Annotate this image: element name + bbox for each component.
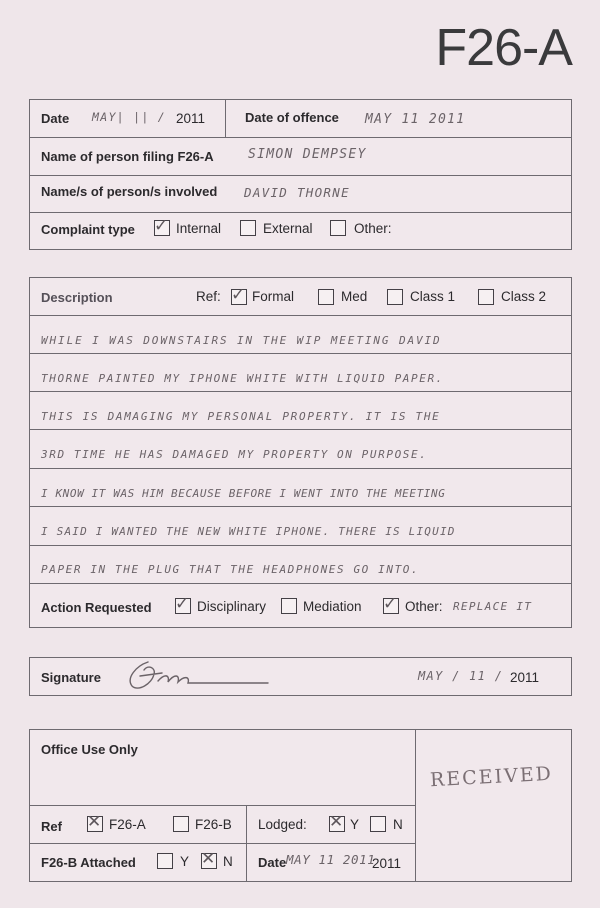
office-use-label: Office Use Only (41, 742, 138, 757)
date-of-offence-label: Date of offence (245, 110, 339, 125)
complaint-internal-checkbox[interactable] (154, 216, 170, 236)
description-line[interactable]: I KNOW IT WAS HIM BECAUSE BEFORE I WENT INTO THE MEETING (41, 487, 446, 500)
action-requested-label: Action Requested (41, 600, 152, 615)
lodged-yes-checkbox[interactable] (329, 812, 345, 832)
divider (30, 545, 571, 546)
complaint-internal-label: Internal (176, 221, 222, 236)
divider (30, 175, 571, 176)
ref-class2-checkbox[interactable] (478, 289, 494, 305)
office-ref-f26b-label: F26-B (195, 817, 232, 832)
signature-scribble[interactable] (118, 656, 278, 696)
divider (415, 730, 416, 881)
action-other-checkbox[interactable] (383, 594, 399, 614)
complaint-other-checkbox[interactable] (330, 220, 346, 236)
office-date-year: 2011 (372, 856, 402, 871)
description-line[interactable]: I SAID I WANTED THE NEW WHITE IPHONE. THERE IS LIQUID (41, 525, 456, 538)
divider (30, 212, 571, 213)
divider (225, 100, 226, 137)
involved-persons-value[interactable]: DAVID THORNE (244, 185, 350, 200)
received-stamp: RECEIVED (429, 762, 554, 792)
divider (30, 506, 571, 507)
f26b-attached-label: F26-B Attached (41, 855, 136, 870)
action-mediation-checkbox[interactable] (281, 598, 297, 614)
ref-formal-label: Formal (252, 289, 295, 304)
office-ref-f26a-checkbox[interactable] (87, 812, 103, 832)
divider (246, 805, 247, 881)
signature-section (29, 657, 572, 696)
date-label: Date (41, 111, 70, 126)
ref-label: Ref: (196, 289, 221, 304)
check-mark-icon: ✓ (231, 285, 246, 305)
check-mark-icon: ✓ (383, 594, 398, 614)
description-section (29, 277, 572, 628)
divider (30, 137, 571, 138)
action-mediation-label: Mediation (303, 599, 362, 614)
check-mark-icon: ✓ (154, 216, 169, 236)
ref-class1-checkbox[interactable] (387, 289, 403, 305)
cross-mark-icon: ✕ (201, 849, 216, 869)
complaint-other-label: Other: (354, 221, 392, 236)
form-id-title: F26-A (435, 19, 572, 77)
action-disciplinary-label: Disciplinary (197, 599, 267, 614)
filer-name-value[interactable]: SIMON DEMPSEY (248, 147, 367, 162)
office-date-value[interactable]: MAY 11 2011 (286, 852, 376, 867)
attached-no-label: N (223, 854, 233, 869)
lodged-no-label: N (393, 817, 403, 832)
action-other-label: Other: (405, 599, 443, 614)
ref-class2-label: Class 2 (501, 289, 547, 304)
date-year: 2011 (176, 111, 206, 126)
ref-formal-checkbox[interactable] (231, 285, 247, 305)
header-section (29, 99, 572, 250)
ref-med-label: Med (341, 289, 368, 304)
filer-name-label: Name of person filing F26-A (41, 149, 214, 164)
complaint-external-label: External (263, 221, 313, 236)
signature-date-year: 2011 (510, 670, 540, 685)
lodged-yes-label: Y (350, 817, 360, 832)
divider (30, 805, 415, 806)
office-use-section (29, 729, 572, 882)
divider (30, 391, 571, 392)
office-ref-label: Ref (41, 819, 62, 834)
date-of-offence-value[interactable]: MAY 11 2011 (365, 112, 466, 127)
divider (30, 315, 571, 316)
description-line[interactable]: THORNE PAINTED MY IPHONE WHITE WITH LIQUID PAPER. (41, 372, 444, 385)
signature-date-value[interactable]: MAY / 11 / (418, 669, 504, 683)
attached-yes-checkbox[interactable] (157, 853, 173, 869)
lodged-no-checkbox[interactable] (370, 816, 386, 832)
cross-mark-icon: ✕ (329, 812, 344, 832)
action-other-value[interactable]: REPLACE IT (453, 600, 533, 613)
cross-mark-icon: ✕ (87, 812, 102, 832)
action-disciplinary-checkbox[interactable] (175, 594, 191, 614)
description-line[interactable]: WHILE I WAS DOWNSTAIRS IN THE WIP MEETING DAVID (41, 334, 442, 347)
involved-persons-label: Name/s of person/s involved (41, 184, 218, 199)
attached-yes-label: Y (180, 854, 190, 869)
check-mark-icon: ✓ (175, 594, 190, 614)
ref-class1-label: Class 1 (410, 289, 456, 304)
attached-no-checkbox[interactable] (201, 849, 217, 869)
divider (30, 353, 571, 354)
divider (30, 583, 571, 584)
office-ref-f26a-label: F26-A (109, 817, 146, 832)
divider (30, 843, 415, 844)
description-line[interactable]: 3RD TIME HE HAS DAMAGED MY PROPERTY ON PURPOSE. (41, 448, 428, 461)
description-label: Description (41, 290, 113, 305)
office-ref-f26b-checkbox[interactable] (173, 816, 189, 832)
divider (30, 468, 571, 469)
description-line[interactable]: THIS IS DAMAGING MY PERSONAL PROPERTY. IT IS THE (41, 410, 441, 423)
description-line[interactable]: PAPER IN THE PLUG THAT THE HEADPHONES GO INTO. (41, 563, 420, 576)
signature-label: Signature (41, 670, 101, 685)
complaint-external-checkbox[interactable] (240, 220, 256, 236)
office-date-label: Date (258, 855, 287, 870)
divider (30, 429, 571, 430)
ref-med-checkbox[interactable] (318, 289, 334, 305)
date-value[interactable]: MAY| || / (92, 110, 167, 124)
complaint-type-label: Complaint type (41, 222, 135, 237)
lodged-label: Lodged: (258, 817, 307, 832)
